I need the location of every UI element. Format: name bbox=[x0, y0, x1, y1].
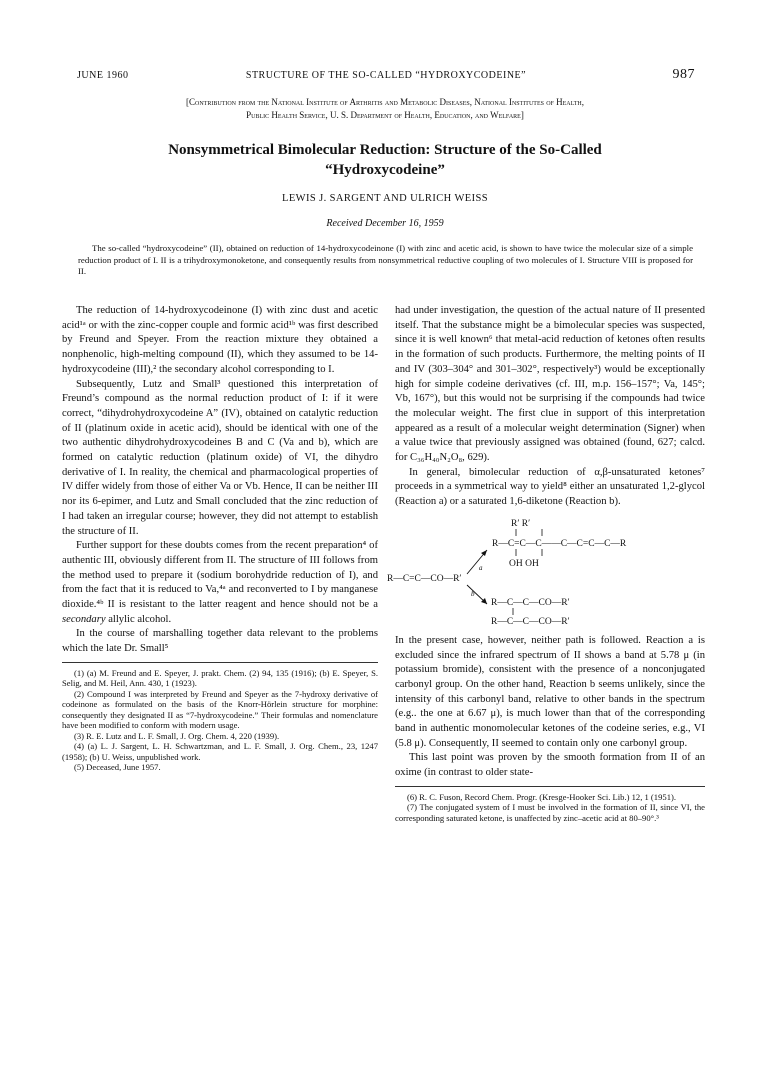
title-line-1: Nonsymmetrical Bimolecular Reduction: Structure of the So-Called bbox=[168, 142, 602, 158]
arrow-a-label: a bbox=[479, 563, 483, 572]
paragraph: Subsequently, Lutz and Small³ questioned this interpretation of Freund’s compound as the normal reduction product of I: if it were correct, “dihydrohydroxycodeine A” (IV), obtained on catalytic reduction of II (platinum oxide in acetic acid), should be identical with one of the two authentic dihydrohydroxycodeines B and C (Va and b), which are formed on catalytic reduction (platinum oxide) of VI, the dihydro derivative of I. In reality, the chemical and pharmacological properties of IV differ widely from those of either Va or Vb. Hence, II can be neither III nor its 6-epimer, and Lutz and Small concluded that the zinc reduction of I had taken an irregular course; however, they did not attempt to establish the structure of II. bbox=[62, 378, 378, 537]
footnote: (6) R. C. Fuson, Record Chem. Progr. (Kresge-Hooker Sci. Lib.) 12, 1 (1951). bbox=[407, 791, 676, 802]
paragraph bbox=[62, 539, 378, 627]
footnote: (2) Compound I was interpreted by Freund and Speyer as the 7-hydroxy derivative of codeinone as formulated on the basis of the Knorr-Hörlein structure for morphine: consequently they designated II as “7-hydroxycodeine.” Their formulas and nomenclature have been modified to conform with modern usage. bbox=[62, 688, 378, 731]
reaction-scheme bbox=[387, 516, 705, 628]
scheme-hydroxyl-labels: OH OH bbox=[509, 558, 539, 569]
arrow-a-head bbox=[481, 550, 487, 556]
footnotes-right bbox=[395, 792, 705, 824]
paragraph: In the present case, however, neither path is followed. Reaction a is excluded since the infrared spectrum of II shows a band at 5.78 μ (in potassium bromide), consistent with the presence of a nonconjugated carbonyl group. On the other hand, Reaction b seems unlikely, since the intensity of this carbonyl band, relative to other bands in the spectrum (e.g.. the one at 6.67 μ), is much lower than that of the corresponding band in authentic monomolecular ketones of the codeine series, e.g., VI (5.8 μ). Consequently, II seemed to contain only one carbonyl group. bbox=[395, 634, 705, 749]
footnote: (5) Deceased, June 1957. bbox=[74, 762, 161, 773]
received-date: Received December 16, 1959 bbox=[326, 218, 444, 229]
scheme-reactant: R—C=C—CO—R′ bbox=[387, 573, 462, 584]
footnote-divider bbox=[62, 662, 378, 663]
scheme-r-prime-labels: R′ R′ bbox=[511, 518, 531, 529]
footnote: (4) (a) L. J. Sargent, L. H. Schwartzman, and L. F. Small, J. Org. Chem., 23, 1247 (1958); (b) U. Weiss, unpublished work. bbox=[62, 741, 378, 762]
footnote-divider bbox=[395, 786, 705, 787]
arrow-b-label: b bbox=[471, 589, 475, 598]
authors: LEWIS J. SARGENT AND ULRICH WEISS bbox=[282, 193, 488, 204]
footnote: (1) (a) M. Freund and E. Speyer, J. prakt. Chem. (2) 94, 135 (1916); (b) E. Speyer, S. Selig, and M. Heil, Ann. 430, 1 (1923). bbox=[62, 667, 378, 689]
footnotes-left bbox=[62, 668, 378, 773]
text-run: allylic alcohol. bbox=[105, 613, 172, 625]
abstract: The so-called “hydroxycodeine” (II), obtained on reduction of 14-hydroxycodeinone (I) with zinc and acetic acid, is shown to have twice the molecular size of a simple reduction product of I. II is a trihydroxymonoketone, and consequently results from nonsymmetrical reductive coupling of two molecules of I. Structure VIII is proposed for II. bbox=[78, 243, 693, 277]
running-head-date: JUNE 1960 bbox=[77, 70, 129, 81]
article-title bbox=[60, 140, 710, 180]
text-run: Further support for these doubts comes from the recent preparation⁴ of authentic III, obviously different from II. The structure of III follows from the method used to prepare it (sodium borohydride reduction of I), and from the fact that it is reduced to Va,⁴ᵃ and reconverted to I by manganese dioxide.⁴ᵇ II is resistant to the latter reagent and hence should not be a bbox=[62, 540, 378, 611]
paragraph: The reduction of 14-hydroxycodeinone (I) with zinc dust and acetic acid¹ᵃ or with the zinc-copper couple and formic acid¹ᵇ was first described by Freund and Speyer. From the reaction mixture they obtained a nonphenolic, high-melting compound (II), which they assumed to be 14-hydroxycodeine (III),² the secondary alcohol corresponding to I. bbox=[62, 305, 378, 375]
paragraph: This last point was proven by the smooth formation from II of an oxime (in contrast to older state- bbox=[395, 752, 705, 779]
contribution-note bbox=[60, 96, 710, 122]
emphasis: secondary bbox=[62, 613, 106, 625]
footnote: (3) R. E. Lutz and L. F. Small, J. Org. Chem. 4, 220 (1939). bbox=[74, 730, 280, 741]
paragraph: In general, bimolecular reduction of α,β-unsaturated ketones⁷ proceeds in a symmetrical way to yield⁸ either an unsaturated 1,2-glycol (Reaction a) or a saturated 1,6-diketone (Reaction b). bbox=[395, 466, 705, 508]
running-head bbox=[77, 67, 695, 86]
left-column bbox=[62, 304, 378, 773]
page-number: 987 bbox=[672, 67, 695, 82]
contribution-line-1: [Contribution from the National Institute of Arthritis and Metabolic Diseases, National Institutes of Health, bbox=[185, 97, 584, 107]
scheme-product-b-line-1: R—C—C—CO—R′ bbox=[491, 597, 570, 608]
title-line-2: “Hydroxycodeine” bbox=[325, 162, 445, 178]
scheme-product-a: R—C=C—C——C—C=C—C—R bbox=[492, 538, 627, 549]
running-head-title: STRUCTURE OF THE SO-CALLED “HYDROXYCODEINE” bbox=[245, 70, 527, 81]
footnote: (7) The conjugated system of I must be involved in the formation of II, since VI, the corresponding saturated ketone, is unaffected by zinc–acetic acid at 80–90°.³ bbox=[395, 802, 705, 823]
paragraph: In the course of marshalling together data relevant to the problems which the late Dr. Small⁵ bbox=[62, 628, 378, 655]
scheme-product-b-line-2: R—C—C—CO—R′ bbox=[491, 616, 570, 627]
paragraph: had under investigation, the question of the actual nature of II presented itself. That the substance might be a bimolecular species was suspected, since it is well known⁶ that metal-acid reduction of ketones often results in the formation of such products. Furthermore, the melting points of II and IV (303–304° and 301–302°, respectively³) would be exceptionally high for simple codeine derivatives (cf. III, m.p. 156–157°; Va, 145°; Vb, 167°), but this would not be surprising if the compounds had twice the molecular weight. The first clue in support of this interpretation appeared as a result of a molecular weight determination (Signer) when a value twice that previously assigned was obtained (found, 627; calcd. for C₃₆H₄₀N₂O₈, 629). bbox=[395, 305, 705, 464]
contribution-line-2: Public Health Service, U. S. Department of Health, Education, and Welfare] bbox=[246, 110, 524, 120]
right-column bbox=[387, 304, 705, 823]
